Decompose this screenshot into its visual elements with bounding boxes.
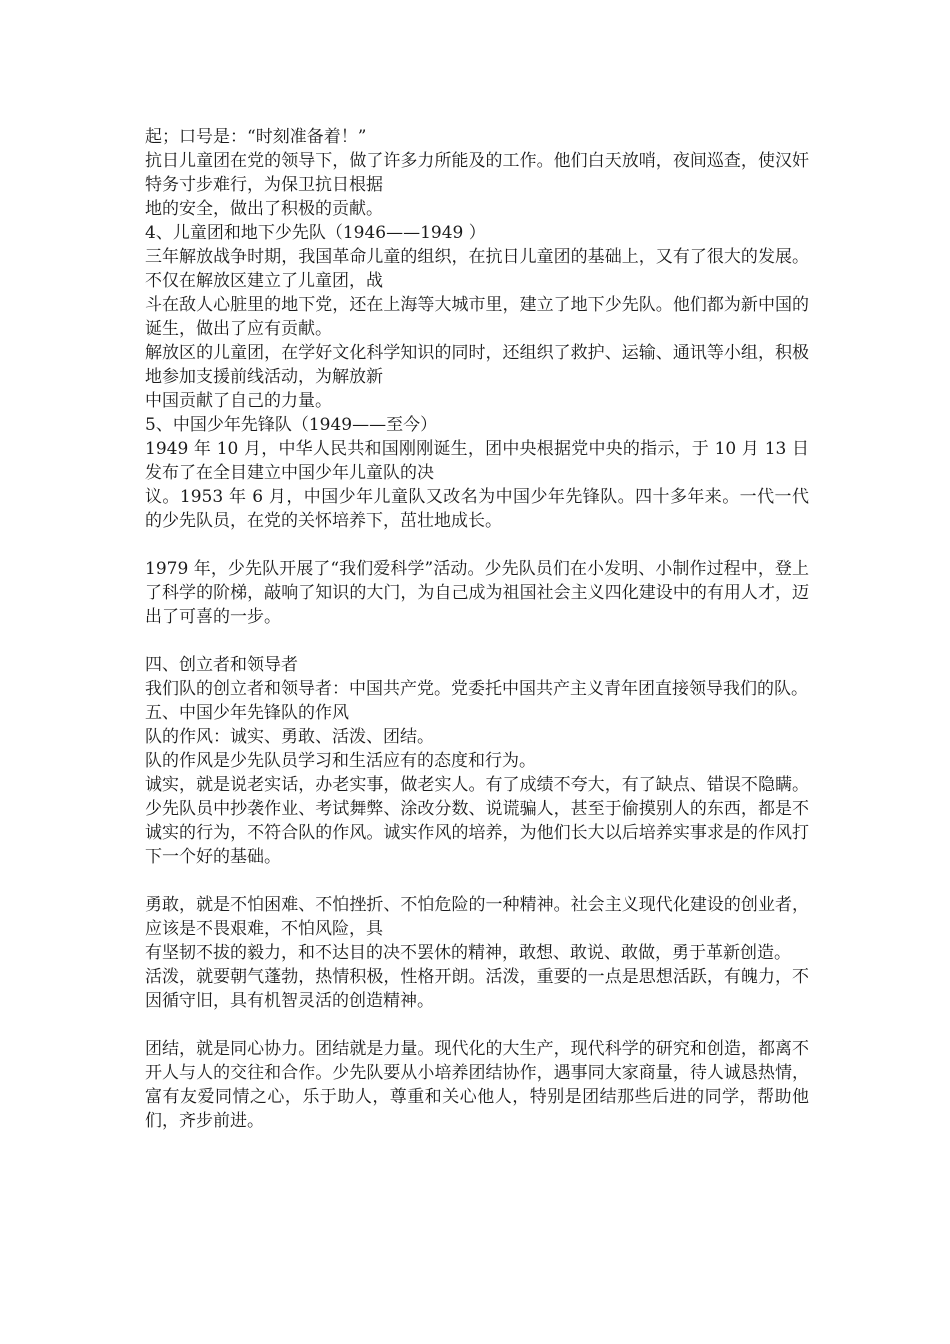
blank-line (145, 629, 809, 653)
paragraph-line: 起；口号是：“时刻准备着！” (145, 127, 367, 147)
blank-line (145, 869, 809, 893)
paragraph-line: 有坚韧不拔的毅力，和不达目的决不罢休的精神，敢想、敢说、敢做，勇于革新创造。 (145, 943, 791, 963)
section-heading: 5、中国少年先锋队（1949——至今） (145, 415, 438, 435)
paragraph-line: 我们队的创立者和领导者：中国共产党。党委托中国共产主义青年团直接领导我们的队。 (145, 679, 808, 699)
section-heading: 四、创立者和领导者 (145, 655, 298, 675)
section-heading: 五、中国少年先锋队的作风 (145, 703, 349, 723)
paragraph-line: 议。1953 年 6 月，中国少年儿童队又改名为中国少年先锋队。四十多年来。一代一代的少先队员，在党的关怀培养下，茁壮地成长。 (145, 487, 809, 531)
paragraph-line: 队的作风：诚实、勇敢、活泼、团结。 (145, 727, 434, 747)
paragraph-line: 1979 年，少先队开展了“我们爱科学”活动。少先队员们在小发明、小制作过程中，登上了科学的阶梯，敲响了知识的大门，为自己成为祖国社会主义四化建设中的有用人才，迈出了可喜的一步。 (145, 559, 809, 627)
document-body (145, 125, 809, 1133)
paragraph-line: 队的作风是少先队员学习和生活应有的态度和行为。 (145, 751, 536, 771)
paragraph-line: 团结，就是同心协力。团结就是力量。现代化的大生产，现代科学的研究和创造，都离不开人与人的交往和合作。少先队要从小培养团结协作，遇事同大家商量，待人诚恳热情，富有友爱同情之心，乐于助人，尊重和关心他人，特别是团结那些后进的同学，帮助他们，齐步前进。 (145, 1039, 809, 1131)
paragraph-line: 三年解放战争时期，我国革命儿童的组织，在抗日儿童团的基础上，又有了很大的发展。不仅在解放区建立了儿童团，战 (145, 247, 809, 291)
paragraph-line: 中国贡献了自己的力量。 (145, 391, 332, 411)
paragraph-line: 抗日儿童团在党的领导下，做了许多力所能及的工作。他们白天放哨，夜间巡查，使汉奸特务寸步难行，为保卫抗日根据 (145, 151, 809, 195)
section-heading: 4、儿童团和地下少先队（1946——1949 ） (145, 223, 486, 243)
paragraph-line: 诚实，就是说老实话，办老实事，做老实人。有了成绩不夸大，有了缺点、错误不隐瞒。少先队员中抄袭作业、考试舞弊、涂改分数、说谎骗人，甚至于偷摸别人的东西，都是不诚实的行为，不符合队的作风。诚实作风的培养，为他们长大以后培养实事求是的作风打下一个好的基础。 (145, 775, 809, 867)
paragraph-line: 1949 年 10 月，中华人民共和国刚刚诞生，团中央根据党中央的指示，于 10 月 13 日发布了在全目建立中国少年儿童队的决 (145, 439, 809, 483)
paragraph-line: 斗在敌人心脏里的地下党，还在上海等大城市里，建立了地下少先队。他们都为新中国的诞生，做出了应有贡献。 (145, 295, 809, 339)
blank-line (145, 1013, 809, 1037)
paragraph-line: 解放区的儿童团，在学好文化科学知识的同时，还组织了救护、运输、通讯等小组，积极地参加支援前线活动，为解放新 (145, 343, 809, 387)
paragraph-line: 勇敢，就是不怕困难、不怕挫折、不怕危险的一种精神。社会主义现代化建设的创业者，应该是不畏艰难，不怕风险，具 (145, 895, 809, 939)
paragraph-line: 地的安全，做出了积极的贡献。 (145, 199, 383, 219)
blank-line (145, 533, 809, 557)
paragraph-line: 活泼，就要朝气蓬勃，热情积极，性格开朗。活泼，重要的一点是思想活跃，有魄力，不因循守旧，具有机智灵活的创造精神。 (145, 967, 809, 1011)
